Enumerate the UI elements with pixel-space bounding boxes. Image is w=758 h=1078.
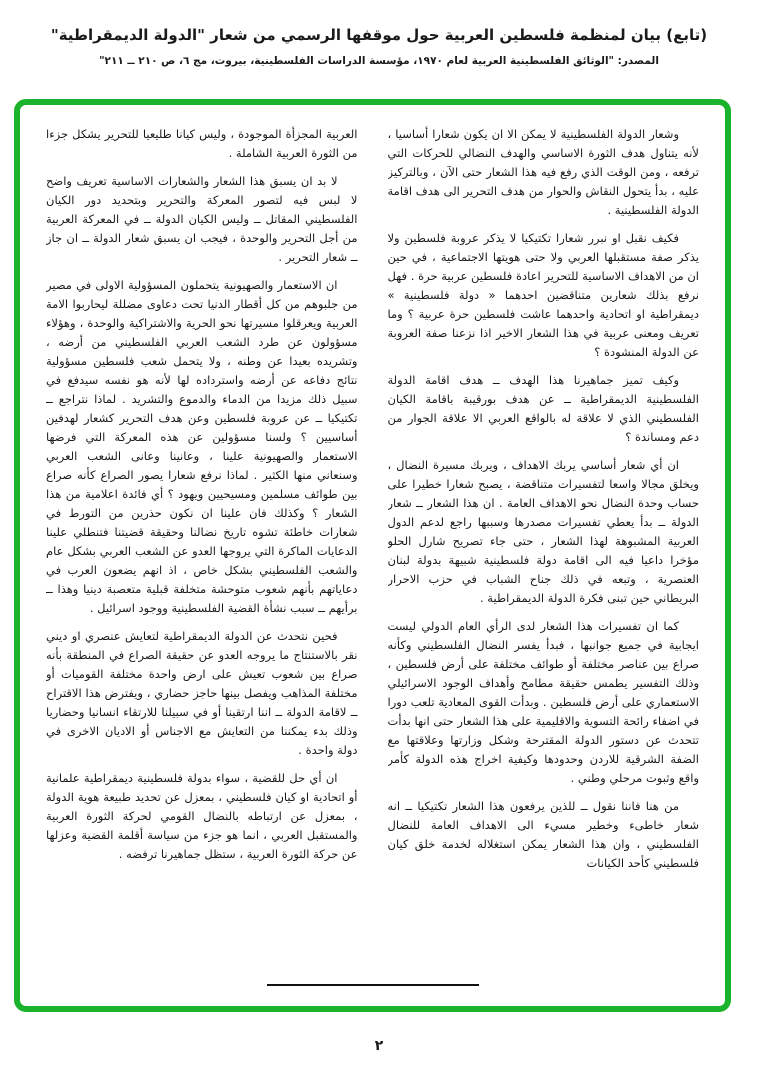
paragraph: وكيف تميز جماهيرنا هذا الهدف ــ هدف اقامة الدولة الفلسطينية الديمقراطية ــ عن هدف بورقيبة باقامة الكيان الفلسطيني الذي لا علاقة له بالواقع العربي الا علاقة الجوار من دعم ومساندة ؟ xyxy=(387,373,699,444)
document-title: (تابع) بيان لمنظمة فلسطين العربية حول موقفها الرسمي من شعار "الدولة الديمقراطية" xyxy=(50,26,708,44)
text-column-right xyxy=(388,125,700,966)
end-of-document-divider xyxy=(267,984,479,986)
text-column-left xyxy=(46,125,358,966)
two-column-text-block xyxy=(46,125,699,966)
paragraph: من هنا فاننا نقول ــ للذين يرفعون هذا الشعار تكتيكيا ــ انه شعار خاطىء وخطير مسيء الى الاهداف العامة للنضال الفلسطيني ، وان هذا الشعار يمكن استغلاله لخدمة خلق كيان فلسطيني كأحد الكيانات xyxy=(387,799,699,870)
document-header xyxy=(0,26,758,67)
paragraph: فحين نتحدث عن الدولة الديمقراطية لتعايش عنصري او ديني نقر بالاستنتاج ما يروجه العدو عن حقيقة الصراع في المنطقة بأنه صراع بين شعوب تعيش على ارض واحدة مختلفة القوميات أو مختلفة المذاهب ويفصل بينها حاجز حضاري ، ويفترض هذا الاقتراح ــ لاقامة الدولة ــ اننا ارتقينا أو في سبيلنا للارتقاء انسانيا وحضاريا وذلك بدء يمكننا من التعايش مع الاجناس أو الاديان الاخرى في دولة واحدة . xyxy=(46,629,358,757)
paragraph: لا بد ان يسبق هذا الشعار والشعارات الاساسية تعريف واضح لا لبس فيه لتصور المعركة والتحرير وبتحديد دور الكيان الفلسطيني المقاتل ــ وليس الكيان الدولة ــ في المعركة العربية من أجل التحرير والوحدة ، فيجب ان يسبق شعار الدولة ــ ان جاز ــ شعار التحرير . xyxy=(46,174,358,264)
paragraph: ان أي شعار أساسي يربك الاهداف ، ويربك مسيرة النضال ، ويخلق مجالا واسعا لتفسيرات متناقضة ، يصبح شعارا خطيرا على حساب وحدة النضال نحو الاهداف العامة . ان هذا الشعار ــ شعار الدولة ــ بدأ يعطي تفسيرات مصدرها وسببها راجع لدعم الدول العربية المشبوهة لهذا الشعار ، حتى جاء تصريح شارل الحلو مؤخرا داعيا فيه الى اقامة دولة فلسطينية شبيهة بدولة لبنان العنصرية ، وتبعه في ذلك جناح الشباب في حزب الاحرار البريطاني حين تبنى فكرة الدولة الديمقراطية . xyxy=(387,458,699,605)
paragraph: ان أي حل للقضية ، سواء بدولة فلسطينية ديمقراطية علمانية أو اتحادية او كيان فلسطيني ، بمعزل عن تحديد طبيعة هوية الدولة ، بمعزل عن ارتباطه بالنضال القومي لحركة الثورة العربية والمستقبل العربي ، انما هو جزء من سياسة أقلمة القضية وعزلها عن حركة الثورة العربية ، ستظل جماهيرنا ترفضه . xyxy=(46,771,358,861)
document-source-citation: المصدر: "الوثائق الفلسطينية العربية لعام ١٩٧٠، مؤسسة الدراسات الفلسطينية، بيروت، مج ٦، ص ٢١٠ ــ ٢١١" xyxy=(99,55,659,67)
paragraph: العربية المجزأة الموجودة ، وليس كيانا طليعيا للتحرير يشكل جزءا من الثورة العربية الشاملة . xyxy=(46,127,358,160)
paragraph: وشعار الدولة الفلسطينية لا يمكن الا ان يكون شعارا أساسيا ، لأنه يتناول هدف الثورة الاساسي والهدف النضالي للحركات التي ترفعه ، ومن الوقت الذي رفع فيه هذا الشعار حتى الآن ، وبالتركيز عليه ، بدأ يتحول النقاش والحوار من هدف التحرير الى هدف اقامة الدولة الفلسطينية . xyxy=(387,127,699,217)
green-border-frame xyxy=(14,99,731,1012)
paragraph: فكيف نقبل او نبرر شعارا تكتيكيا لا يذكر عروبة فلسطين ولا يذكر صفة مستقبلها العربي ولا حتى هويتها الاجتماعية ، في حين ان من الاهداف الاساسية للتحرير اعادة فلسطين عربية حرة . فهل نرفع بذلك شعارين متناقضين احدهما « دولة فلسطينية » ديمقراطية او اتحادية واحدهما عاشت فلسطين حرة عربية ؟ وما تعريف ومعنى عربية في هذا الشعار الاخير اذا نزعنا صفة العروبة عن الدولة المنشودة ؟ xyxy=(387,231,699,359)
paragraph: ان الاستعمار والصهيونية يتحملون المسؤولية الاولى في مصير من جلبوهم من كل أقطار الدنيا تحت دعاوى مضللة ليحاربوا الامة العربية ويعرقلوا مسيرتها نحو الحرية والاشتراكية والوحدة ، وهؤلاء مسؤولون عن طرد الشعب العربي الفلسطيني من أرضه ، وتشريده بعيدا عن وطنه ، ولا يتحمل شعب فلسطين مسؤولية نتائج دفاعه عن أرضه واسترداده لها لأنه هو نفسه سيدفع في سبيل ذلك مزيدا من الدماء والدموع والتشريد . لماذا نتراجع ــ تكتيكيا ــ عن عروبة فلسطين وعن هدف التحرير كشعار لهدفين أساسيين ؟ ولسنا مسؤولين عن هذه المعركة التي فرضها الاستعمار والصهيونية علينا ، وعانينا وعانى الشعب العربي وسنعاني منها الكثير . لماذا نرفع شعارا يصور الصراع كأنه صراع بين طوائف مسلمين ومسيحيين ويهود ؟ أي فائدة اعلامية من هذا الشعار ؟ وكذلك فان علينا ان نكون حذرين من التورط في شعارات خاطئة تشوه تاريخ نضالنا وحقيقة قضيتنا فتنطلي علينا الدعايات الماكرة التي يروجها العدو عن الشعب العربي بشكل عام والشعب الفلسطيني بشكل خاص ، اذ انهم يضعون العرب في دعاياتهم بأنهم شعوب متوحشة متخلفة قبلية متعصبة دينيا وهذا ــ برأيهم ــ سبب نشأة القضية الفلسطينية ووجود اسرائيل . xyxy=(46,278,358,615)
page-number: ٢ xyxy=(374,1038,384,1054)
paragraph: كما ان تفسيرات هذا الشعار لدى الرأي العام الدولي ليست ايجابية في جميع جوانبها ، فبدأ يفسر النضال الفلسطيني وكأنه صراع بين عناصر مختلفة أو طوائف مختلفة على أرض فلسطين ، وذلك التفسير يطمس حقيقة مطامح وأهداف الوجود الاسرائيلي الاستعماري على أرض فلسطين . وبدأت القوى المعادية تلعب دورا في اضفاء رائحة التسوية والاقليمية على هذا الشعار حتى انها بدأت تتحدث عن دستور الدولة المقترحة وشكل وزارتها وعلاقتها مع الضفة الشرقية للاردن وحدودها وكيفية اخراج هذه الدولة كأمر واقع وثبوت مرحلي وطني . xyxy=(387,619,699,785)
